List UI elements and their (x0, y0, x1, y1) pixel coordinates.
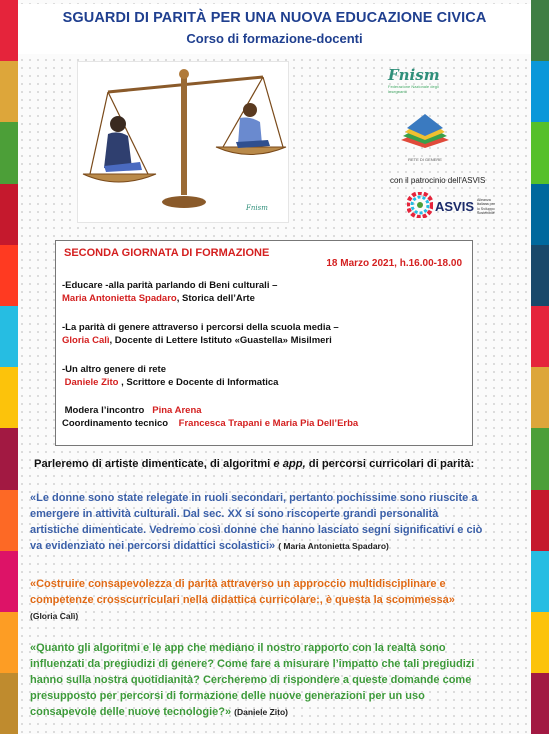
svg-text:Fnism: Fnism (246, 204, 268, 212)
asvis-logo: ASVIS Alleanza Italiana per lo Sviluppo Sostenibile (405, 190, 495, 220)
book-icon (395, 110, 455, 152)
program-item-1: -Educare -alla parità parlando di Beni culturali – Maria Antonietta Spadaro, Storica dell’Arte (62, 280, 278, 304)
balance-scale-icon (78, 62, 288, 222)
intro-line: Parleremo di artiste dimenticate, di algoritmi e app, di percorsi curricolari di parità: (34, 458, 475, 470)
page-subtitle: Corso di formazione-docenti (186, 31, 363, 46)
left-color-band (0, 0, 18, 734)
program-item-3: -Un altro genere di rete Daniele Zito , Scrittore e Docente di Informatica (62, 364, 279, 388)
rete-di-genere-logo: RETE DI GENERE (395, 110, 455, 165)
page-title: SGUARDI DI PARITÀ PER UNA NUOVA EDUCAZIONE CIVICA (62, 10, 487, 26)
quote-cali: «Costruire consapevolezza di parità attraverso un approccio multidisciplinare e competenze crosscurriculari nella didattica curricolare:, è questa la scommessa» (Gloria Calì) (30, 578, 455, 621)
right-color-band (531, 0, 549, 734)
program-moderator: Modera l’incontro Pina Arena Coordinamento tecnico Francesca Trapani e Maria Pia Dell’Erba (62, 405, 359, 429)
program-box (55, 240, 473, 446)
header (18, 4, 531, 54)
sdg-wheel-icon (407, 192, 433, 218)
program-date: 18 Marzo 2021, h.16.00-18.00 (326, 258, 462, 269)
quote-spadaro: «Le donne sono state relegate in ruoli secondari, pertanto pochissime sono riuscite a emergere in attività culturali. Dal sec. XX si sono riscoperte grandi personalità artistiche dimenticate. Vedremo così donne che hanno lasciato segni significativi e ciò va evidenziato nei percorsi didattici scolastici» ( Maria Antonietta Spadaro) (30, 492, 483, 552)
scale-illustration (78, 62, 288, 222)
program-title: SECONDA GIORNATA DI FORMAZIONE (64, 247, 270, 259)
program-item-2: -La parità di genere attraverso i percorsi della scuola media – Gloria Calì, Docente di Lettere Istituto «Guastella» Misilmeri (62, 322, 339, 346)
fnism-logo: Fnism Federazione Nazionale degli Insegnanti (388, 66, 440, 94)
quote-zito: «Quanto gli algoritmi e le app che mediano il nostro rapporto con la realtà sono influenzati da pregiudizi di genere? Come fare a misurare l’impatto che tali pregiudizi hanno sulla nostra quotidianità? Cercheremo di rispondere a queste domande come presupposto per percorsi di formazione delle nuove generazioni per un uso consapevole delle nuove tecnologie?» (Daniele Zito) (30, 642, 475, 718)
patrocinio-text: con il patrocinio dell'ASVIS (390, 176, 486, 185)
